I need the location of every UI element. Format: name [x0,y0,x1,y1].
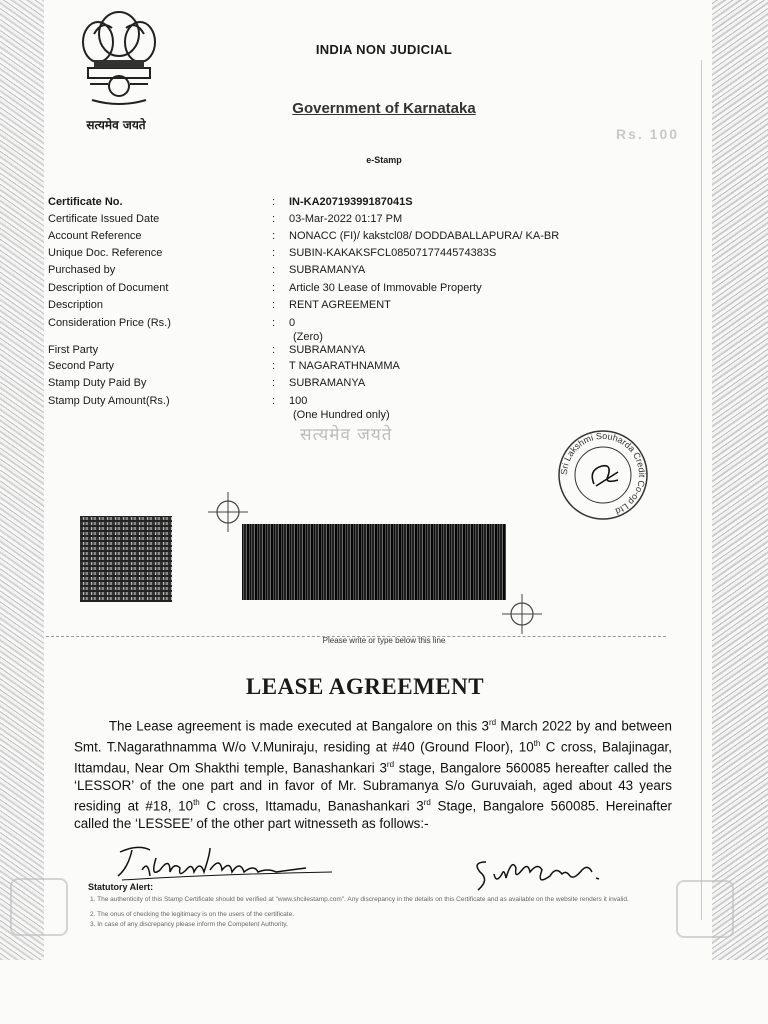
crosshair-icon [208,492,248,532]
header-government: Government of Karnataka [292,100,476,117]
field-colon: : [272,196,276,208]
microprint-line [701,60,710,920]
field-value-words: (Zero) [293,331,323,343]
field-label: Description of Document [48,282,169,294]
field-label: Purchased by [48,264,116,276]
field-value: Article 30 Lease of Immovable Property [289,282,482,294]
field-colon: : [272,213,276,225]
field-value: 100 [289,395,308,407]
lessee-signature [470,848,620,898]
field-colon: : [272,395,276,407]
seal-stamp-icon [556,428,650,522]
qr-code [80,516,172,602]
field-label: Second Party [48,360,115,372]
field-value: 0 [289,317,296,329]
corner-ornament [10,878,68,936]
field-value-words: (One Hundred only) [293,409,390,421]
field-label: Unique Doc. Reference [48,247,163,259]
statutory-line-2: 2. The onus of checking the legitimacy is on the users of the certificate. [90,911,295,918]
field-value: T NAGARATHNAMMA [289,360,400,372]
field-colon: : [272,230,276,242]
field-value: RENT AGREEMENT [289,299,391,311]
field-value: 03-Mar-2022 01:17 PM [289,213,403,225]
statutory-line-3: 3. In case of any discrepancy please inform the Competent Authority. [90,921,288,928]
field-colon: : [272,360,276,372]
field-label: Consideration Price (Rs.) [48,317,171,329]
field-value: SUBIN-KAKAKSFCL0850717744574383S [289,247,497,259]
faint-stamp-value: Rs. 100 [616,126,680,142]
field-colon: : [272,282,276,294]
header-e-stamp: e-Stamp [366,155,402,165]
field-colon: : [272,264,276,276]
write-below-note: Please write or type below this line [322,636,446,645]
agreement-paragraph: The Lease agreement is made executed at Bangalore on this 3rd March 2022 by and between Smt. T.Nagarathnamma W/o V.Muniraju, residing at #40 (Ground Floor), 10th C cross, Balajinagar, Ittamdau, Near Om Shakthi temple, Banashankari 3rd stage, Bangalore 560085 hereafter called the ‘LESSOR’ of the one part and in favor of Mr. Subramanya S/o Guruvaiah, aged about 43 years residing at #18, 10th C cross, Ittamadu, Banashankari 3rd Stage, Bangalore 560085. Hereinafter called the ‘LESSEE’ of the other part witnesseth as follows:- [74,718,673,832]
agreement-title: LEASE AGREEMENT [245,674,485,699]
field-colon: : [272,344,276,356]
field-colon: : [272,317,276,329]
header-india-non-judicial: INDIA NON JUDICIAL [315,42,453,57]
security-border-right [712,0,768,960]
corner-ornament [676,880,734,938]
field-value: SUBRAMANYA [289,344,366,356]
field-label: Stamp Duty Amount(Rs.) [48,395,170,407]
field-label: Description [48,299,104,311]
field-label: First Party [48,344,99,356]
field-colon: : [272,377,276,389]
statutory-alert-title: Statutory Alert: [88,882,154,892]
field-value: IN-KA20719399187041S [289,196,413,208]
statutory-line-1: 1. The authenticity of this Stamp Certificate should be verified at "www.shcilestamp.com". Any discrepancy in the details on this Certificate and as available on the website renders it invalid. [90,896,629,903]
field-value: SUBRAMANYA [289,264,366,276]
watermark-motto: सत्यमेव जयते [300,425,393,445]
seal-text: Sri Lakshmi Souharda Credit Co-op Ltd [558,430,648,517]
field-label: Stamp Duty Paid By [48,377,147,389]
field-colon: : [272,247,276,259]
field-value: SUBRAMANYA [289,377,366,389]
barcode [242,524,506,600]
field-label: Certificate No. [48,196,123,208]
field-label: Account Reference [48,230,142,242]
crosshair-icon [502,594,542,634]
field-colon: : [272,299,276,311]
field-label: Certificate Issued Date [48,213,160,225]
security-border-left [0,0,44,960]
lessor-signature [112,840,344,886]
field-value: NONACC (FI)/ kakstcl08/ DODDABALLAPURA/ KA-BR [289,230,560,242]
emblem-motto: सत्यमेव जयते [86,118,146,132]
